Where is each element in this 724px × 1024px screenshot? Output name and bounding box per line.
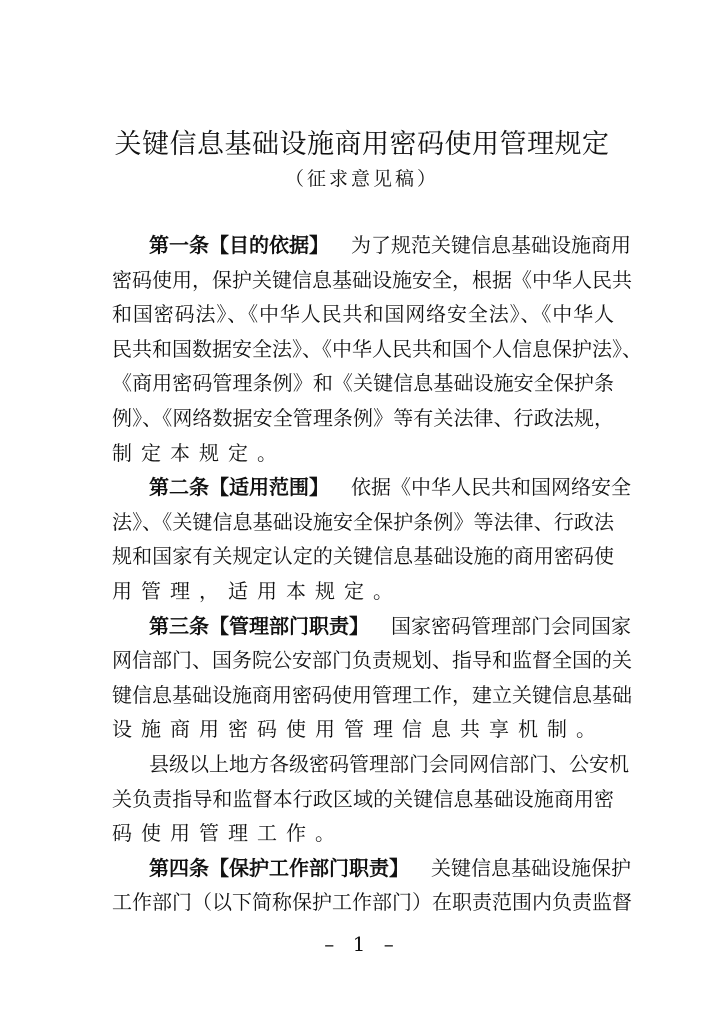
- text-line: [112, 401, 614, 436]
- line-text: 密码使用，保护关键信息基础设施安全，根据《中华人民共: [112, 267, 632, 292]
- text-line: [112, 263, 632, 298]
- line-text: 法》、《关键信息基础设施安全保护条例》等法律、行政法: [112, 509, 614, 534]
- article-paragraph: [112, 851, 632, 920]
- text-line: [112, 747, 629, 782]
- line-text: 规和国家有关规定认定的关键信息基础设施的商用密码使: [112, 544, 614, 569]
- document-subtitle: （征求意见稿）: [284, 168, 439, 190]
- line-text: 依据《中华人民共和国网络安全: [351, 475, 631, 500]
- text-line: [112, 539, 614, 574]
- text-line: [112, 505, 614, 540]
- document-body: [112, 228, 642, 920]
- line-text: 为了规范关键信息基础设施商用: [351, 233, 631, 257]
- line-text: 民共和国数据安全法》、《中华人民共和国个人信息保护法》、: [112, 336, 642, 361]
- line-text: 设施商用密码使用管理信息共享机制。: [112, 717, 605, 742]
- text-line: [112, 851, 631, 886]
- article-heading: 第二条【适用范围】: [149, 475, 329, 500]
- text-line: [112, 643, 632, 678]
- article-paragraph: [112, 470, 631, 608]
- line-text: 码使用管理工作。: [112, 821, 344, 846]
- text-line: [112, 436, 614, 471]
- document-title: 关键信息基础设施商用密码使用管理规定: [114, 129, 610, 160]
- text-line: [112, 712, 614, 747]
- text-line: [112, 470, 631, 505]
- text-line: [112, 678, 632, 713]
- text-line: [112, 366, 614, 401]
- text-line: [112, 782, 614, 817]
- article-heading: 第三条【管理部门职责】: [149, 613, 369, 638]
- text-line: [112, 574, 614, 609]
- line-text: 关键信息基础设施保护: [431, 855, 631, 880]
- text-line: [112, 816, 614, 851]
- line-text: 键信息基础设施商用密码使用管理工作，建立关键信息基础: [112, 682, 632, 707]
- article-paragraph: [112, 228, 642, 470]
- article-paragraph: [112, 747, 629, 851]
- line-text: 例》、《网络数据安全管理条例》等有关法律、行政法规，: [112, 405, 614, 430]
- page-number: – 1 –: [324, 932, 400, 956]
- text-line: [112, 609, 631, 644]
- line-text: 工作部门（以下简称保护工作部门）在职责范围内负责监督: [112, 890, 632, 915]
- line-text: 和国密码法》、《中华人民共和国网络安全法》、《中华人: [112, 302, 614, 327]
- line-text: 关负责指导和监督本行政区域的关键信息基础设施商用密: [112, 786, 614, 811]
- text-line: [112, 297, 614, 332]
- line-text: 网信部门、国务院公安部门负责规划、指导和监督全国的关: [112, 648, 632, 673]
- line-text: 《商用密码管理条例》和《关键信息基础设施安全保护条: [112, 371, 614, 396]
- article-heading: 第四条【保护工作部门职责】: [149, 855, 409, 880]
- article-heading: 第一条【目的依据】: [149, 233, 329, 257]
- line-text: 国家密码管理部门会同国家: [391, 613, 631, 638]
- text-line: [112, 332, 642, 367]
- line-text: 制定本规定。: [112, 440, 286, 465]
- line-text: 用管理，适用本规定。: [112, 578, 402, 603]
- text-line: [112, 885, 632, 920]
- text-line: [112, 228, 631, 263]
- line-text: 县级以上地方各级密码管理部门会同网信部门、公安机: [149, 751, 629, 776]
- article-paragraph: [112, 609, 632, 747]
